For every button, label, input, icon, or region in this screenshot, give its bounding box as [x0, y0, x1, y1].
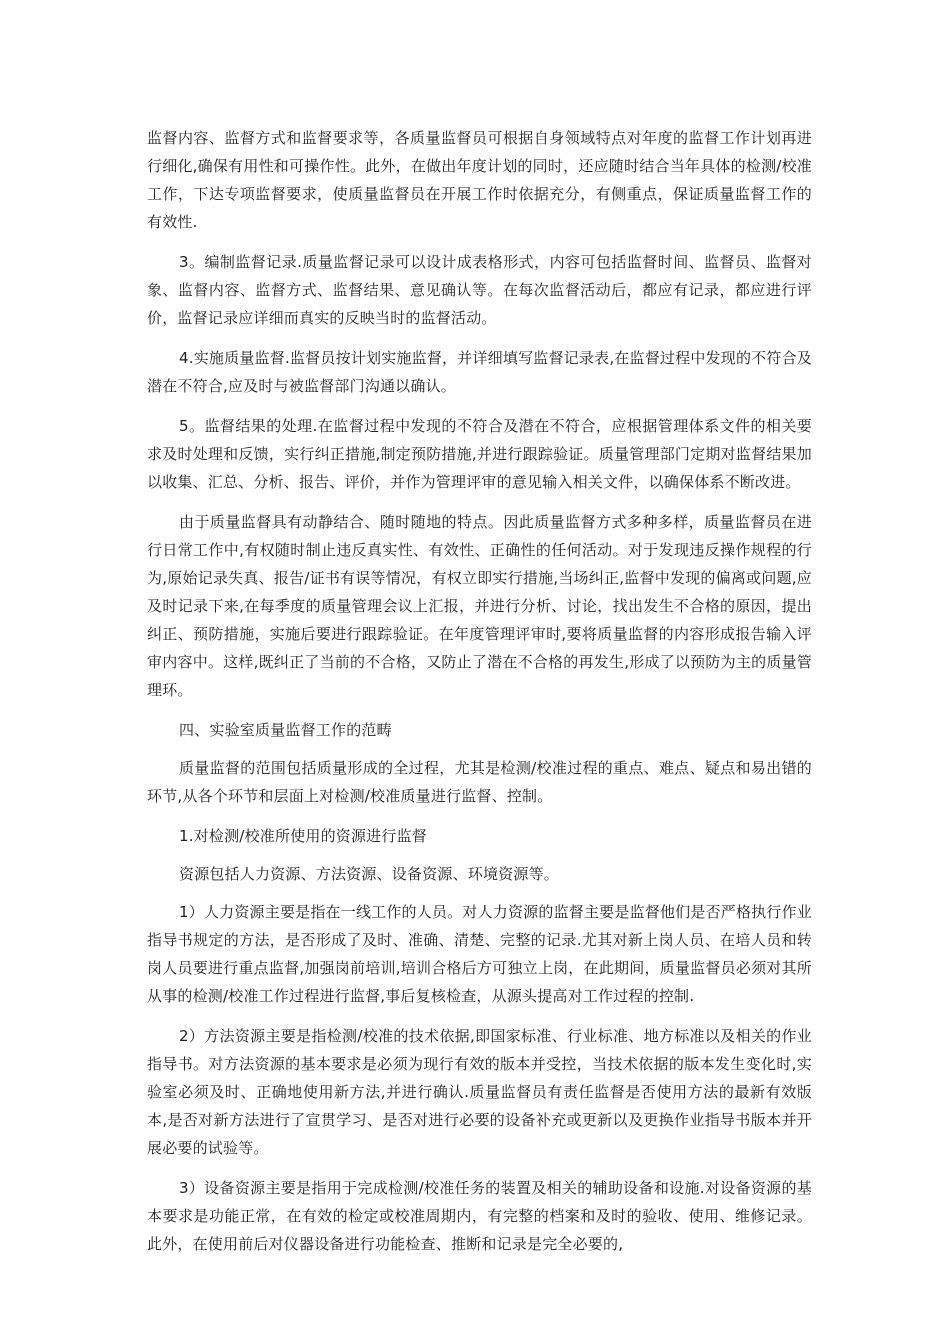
paragraph-method-resources: 2）方法资源主要是指检测/校准的技术依据,即国家标准、行业标准、地方标准以及相关的作业指导书。对方法资源的基本要求是必须为现行有效的版本并受控，当技术依据的版本发生变化时,实验室必须及时、正确地使用新方法,并进行确认.质量监督员有责任监督是否使用方法的最新有效版本,是否对新方法进行了宣贯学习、是否对进行必要的设备补充或更新以及更换作业指导书版本并开展必要的试验等。 [147, 1027, 812, 1157]
paragraph-human-resources: 1）人力资源主要是指在一线工作的人员。对人力资源的监督主要是监督他们是否严格执行作业指导书规定的方法，是否形成了及时、准确、清楚、完整的记录.尤其对新上岗人员、在培人员和转岗人员要进行重点监督,加强岗前培训,培训合格后方可独立上岗，在此期间，质量监督员必须对其所从事的检测/校准工作过程进行监督,事后复核检查，从源头提高对工作过程的控制. [147, 903, 812, 1005]
paragraph-item-5: 5。监督结果的处理.在监督过程中发现的不符合及潜在不符合，应根据管理体系文件的相关要求及时处理和反馈，实行纠正措施,制定预防措施,并进行跟踪验证。质量管理部门定期对监督结果加以收集、汇总、分析、报告、评价，并作为管理评审的意见输入相关文件，以确保体系不断改进。 [147, 417, 812, 491]
section-heading-scope: 四、实验室质量监督工作的范畴 [179, 721, 392, 739]
document-body [147, 124, 812, 1270]
paragraph-resource-types: 资源包括人力资源、方法资源、设备资源、环境资源等。 [179, 865, 560, 883]
paragraph-item-3: 3。编制监督记录.质量监督记录可以设计成表格形式，内容可包括监督时间、监督员、监督对象、监督内容、监督方式、监督结果、意见确认等。在每次监督活动后，都应有记录，都应进行评价，监督记录应详细而真实的反映当时的监督活动。 [147, 253, 812, 327]
paragraph-supervision-methods: 由于质量监督具有动静结合、随时随地的特点。因此质量监督方式多种多样，质量监督员在进行日常工作中,有权随时制止违反真实性、有效性、正确性的任何活动。对于发现违反操作规程的行为,原始记录失真、报告/证书有误等情况，有权立即实行措施,当场纠正,监督中发现的偏离或问题,应及时记录下来,在每季度的质量管理会议上汇报，并进行分析、讨论，找出发生不合格的原因，提出纠正、预防措施，实施后要进行跟踪验证。在年度管理评审时,要将质量监督的内容形成报告输入评审内容中。这样,既纠正了当前的不合格，又防止了潜在不合格的再发生,形成了以预防为主的质量管理环。 [147, 513, 812, 699]
paragraph-item-4: 4.实施质量监督.监督员按计划实施监督，并详细填写监督记录表,在监督过程中发现的不符合及潜在不符合,应及时与被监督部门沟通以确认。 [147, 349, 812, 395]
paragraph-scope: 质量监督的范围包括质量形成的全过程，尤其是检测/校准过程的重点、难点、疑点和易出错的环节,从各个环节和层面上对检测/校准质量进行监督、控制。 [147, 759, 812, 805]
paragraph-continuation: 监督内容、监督方式和监督要求等，各质量监督员可根据自身领域特点对年度的监督工作计划再进行细化,确保有用性和可操作性。此外，在做出年度计划的同时，还应随时结合当年具体的检测/校准工作，下达专项监督要求，使质量监督员在开展工作时依据充分，有侧重点，保证质量监督工作的有效性. [147, 129, 812, 231]
paragraph-equipment-resources: 3）设备资源主要是指用于完成检测/校准任务的装置及相关的辅助设备和设施.对设备资源的基本要求是功能正常，在有效的检定或校准周期内，有完整的档案和及时的验收、使用、维修记录。此外，在使用前后对仪器设备进行功能检查、推断和记录是完全必要的, [147, 1179, 812, 1253]
subheading-resources: 1.对检测/校准所使用的资源进行监督 [179, 827, 427, 845]
